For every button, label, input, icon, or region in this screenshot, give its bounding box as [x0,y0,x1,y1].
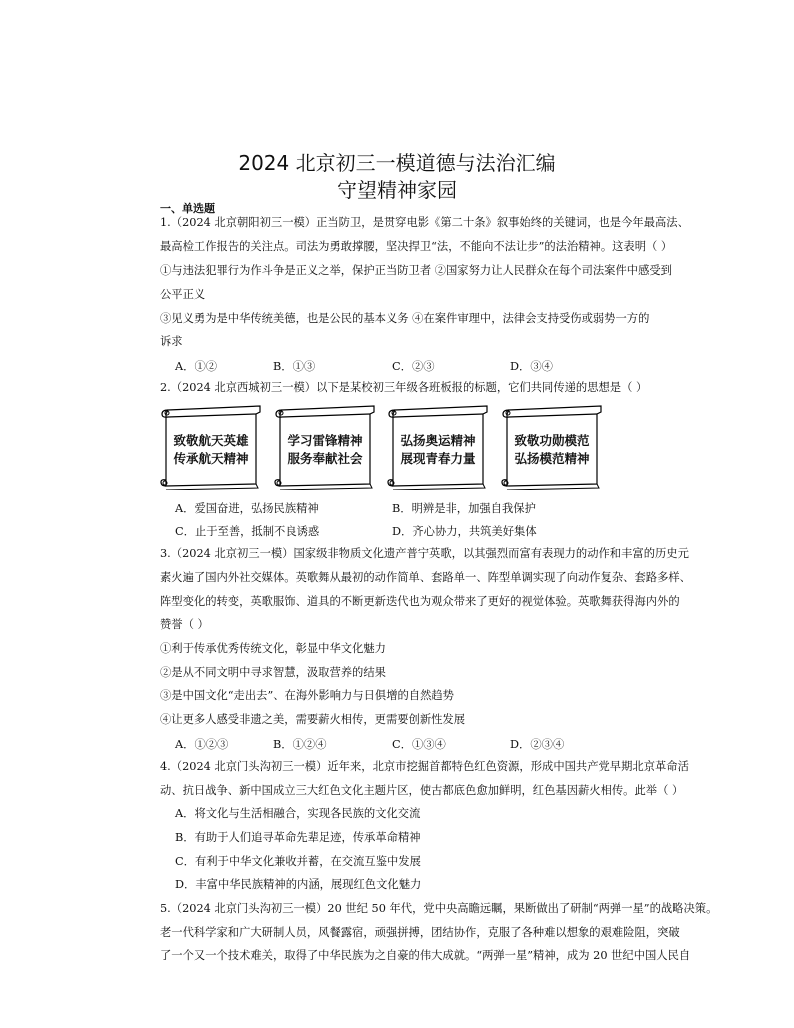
scroll-text: 致敬航天英雄 [173,433,249,448]
q3-option-b: B．①②④ [273,738,327,751]
q1-option-b: B．①③ [273,360,316,373]
scroll-text: 弘扬模范精神 [514,451,590,466]
q4-option-d: D．丰富中华民族精神的内涵，展现红色文化魅力 [175,878,422,891]
q1-option-c: C．②③ [392,360,435,373]
q1-line: 1.（2024 北京朝阳初三一模）正当防卫，是贯穿电影《第二十条》叙事始终的关键词，也是今年最高法、 [160,216,689,229]
q5-line: 5.（2024 北京门头沟初三一模）20 世纪 50 年代，党中央高瞻远瞩，果断做出了研制“两弹一星”的战略决策。 [160,902,718,915]
q3-line: ④让更多人感受非遗之美，需要薪火相传，更需要创新性发展 [160,713,466,726]
scroll-banner [160,402,262,490]
q4-option-a: A．将文化与生活相融合，实现各民族的文化交流 [175,807,421,820]
q4-option-c: C．有利于中华文化兼收并蓄，在交流互鉴中发展 [175,855,421,868]
q1-line: 最高检工作报告的关注点。司法为勇敢撑腰，坚决捍卫“法，不能向不法让步”的法治精神。这表明（ ） [160,240,673,253]
scroll-text: 致敬功勋模范 [514,433,590,448]
q5-line: 老一代科学家和广大研制人员，风餐露宿，顽强拼搏，团结协作，克服了各种难以想象的艰难险阻，突破 [160,926,680,939]
scroll-text: 弘扬奥运精神 [400,433,476,448]
q1-line: ①与违法犯罪行为作斗争是正义之举，保护正当防卫者 ②国家努力让人民群众在每个司法案件中感受到 [160,264,672,277]
q1-option-a: A．①② [175,360,218,373]
q5-line: 了一个又一个技术难关，取得了中华民族为之自豪的伟大成就。“两弹一星”精神，成为 20 世纪中国人民自 [160,949,691,962]
q4-line: 动、抗日战争、新中国成立三大红色文化主题片区，使古都底色愈加鲜明，红色基因薪火相传。此举（ ） [160,784,684,797]
section-heading: 一、单选题 [160,202,215,215]
scroll-banner [501,402,603,490]
document-title: 2024 北京初三一模道德与法治汇编 [238,151,556,175]
q4-line: 4.（2024 北京门头沟初三一模）近年来，北京市挖掘首都特色红色资源，形成中国共产党早期北京革命活 [160,760,689,773]
q3-line: 阵型变化的转变，英歌服饰、道具的不断更新迭代也为观众带来了更好的视觉体验。英歌舞获得海内外的 [160,595,680,608]
q3-line: ②是从不同文明中寻求智慧，汲取营养的结果 [160,666,386,679]
scroll-banner [387,402,489,490]
scroll-text: 服务奉献社会 [287,451,363,466]
q1-line: 公平正义 [160,288,206,301]
q3-option-d: D．②③④ [510,738,565,751]
scroll-text: 展现青春力量 [400,451,476,466]
q2-option-c: C．止于至善，抵制不良诱惑 [175,525,320,538]
q2-option-d: D．齐心协力，共筑美好集体 [392,525,537,538]
q3-option-a: A．①②③ [175,738,229,751]
q3-line: 3.（2024 北京初三一模）国家级非物质文化遗产普宁英歌，以其强烈而富有表现力的动作和丰富的历史元 [160,547,689,560]
q1-option-d: D．③④ [510,360,553,373]
q2-option-a: A．爱国奋进，弘扬民族精神 [175,502,319,515]
q4-option-b: B．有助于人们追寻革命先辈足迹，传承革命精神 [175,831,421,844]
q2-option-b: B．明辨是非，加强自我保护 [392,502,536,515]
scroll-banner [274,402,376,490]
document-subtitle: 守望精神家园 [337,178,457,202]
q1-line: ③见义勇为是中华传统美德，也是公民的基本义务 ④在案件审理中，法律会支持受伤或弱势一方的 [160,312,650,325]
q2-stem: 2.（2024 北京西城初三一模）以下是某校初三年级各班板报的标题，它们共同传递的思想是（ ） [160,381,648,394]
scroll-text: 学习雷锋精神 [287,433,363,448]
q3-line: ③是中国文化“走出去”、在海外影响力与日俱增的自然趋势 [160,689,454,702]
q1-line: 诉求 [160,335,183,348]
scroll-text: 传承航天精神 [173,451,249,466]
q3-line: 赞誉（ ） [160,618,209,631]
q3-option-c: C．①③④ [392,738,446,751]
q3-line: ①利于传承优秀传统文化，彰显中华文化魅力 [160,642,386,655]
q3-line: 素火遍了国内外社交媒体。英歌舞从最初的动作简单、套路单一、阵型单调实现了向动作复杂、套路多样、 [160,571,691,584]
